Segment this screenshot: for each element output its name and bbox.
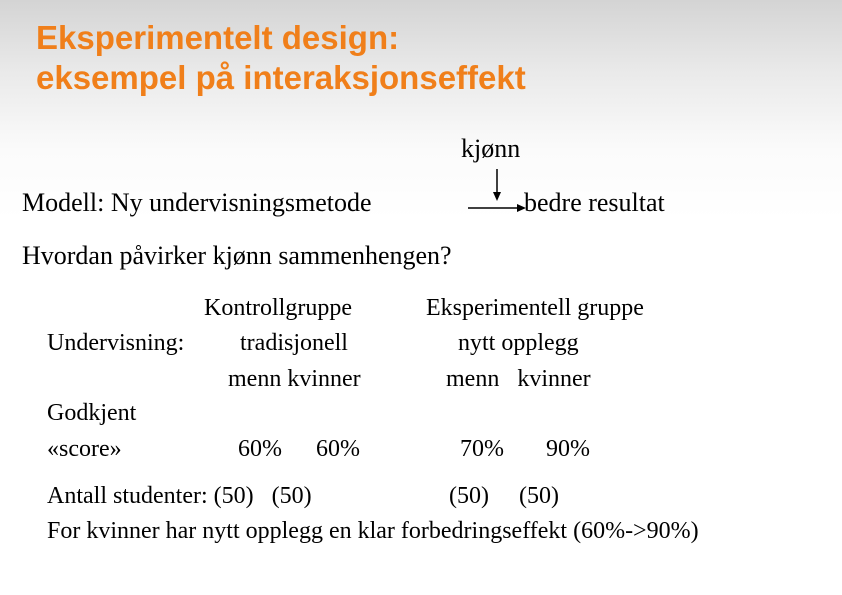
conclusion-text: For kvinner har nytt opplegg en klar forbedringseffekt (60%->90%) <box>47 518 699 544</box>
row-label-teaching: Undervisning: <box>47 330 185 356</box>
outcome-label: bedre resultat <box>524 188 665 217</box>
model-label: Modell: Ny undervisningsmetode <box>22 188 372 217</box>
question-text: Hvordan påvirker kjønn sammenhengen? <box>22 241 452 270</box>
experimental-teaching: nytt opplegg <box>458 330 579 356</box>
control-sexes: menn kvinner <box>228 366 361 392</box>
moderator-arrow-head <box>493 192 501 201</box>
slide-title <box>36 18 526 98</box>
score-experimental-women: 90% <box>546 436 590 462</box>
students-count-experimental: (50) (50) <box>449 483 559 509</box>
moderator-label: kjønn <box>461 134 521 163</box>
row-label-passed: Godkjent <box>47 400 137 426</box>
score-experimental-men: 70% <box>460 436 504 462</box>
experimental-sexes: menn kvinner <box>446 366 591 392</box>
score-control-men: 60% <box>238 436 282 462</box>
control-group-header: Kontrollgruppe <box>204 295 352 321</box>
row-label-score: «score» <box>47 436 122 462</box>
title-line-1: Eksperimentelt design: <box>36 19 400 56</box>
students-count-label: Antall studenter: (50) (50) <box>47 483 312 509</box>
title-line-2: eksempel på interaksjonseffekt <box>36 59 526 96</box>
model-arrows <box>460 168 532 220</box>
experimental-group-header: Eksperimentell gruppe <box>426 295 644 321</box>
control-teaching: tradisjonell <box>240 330 348 356</box>
score-control-women: 60% <box>316 436 360 462</box>
